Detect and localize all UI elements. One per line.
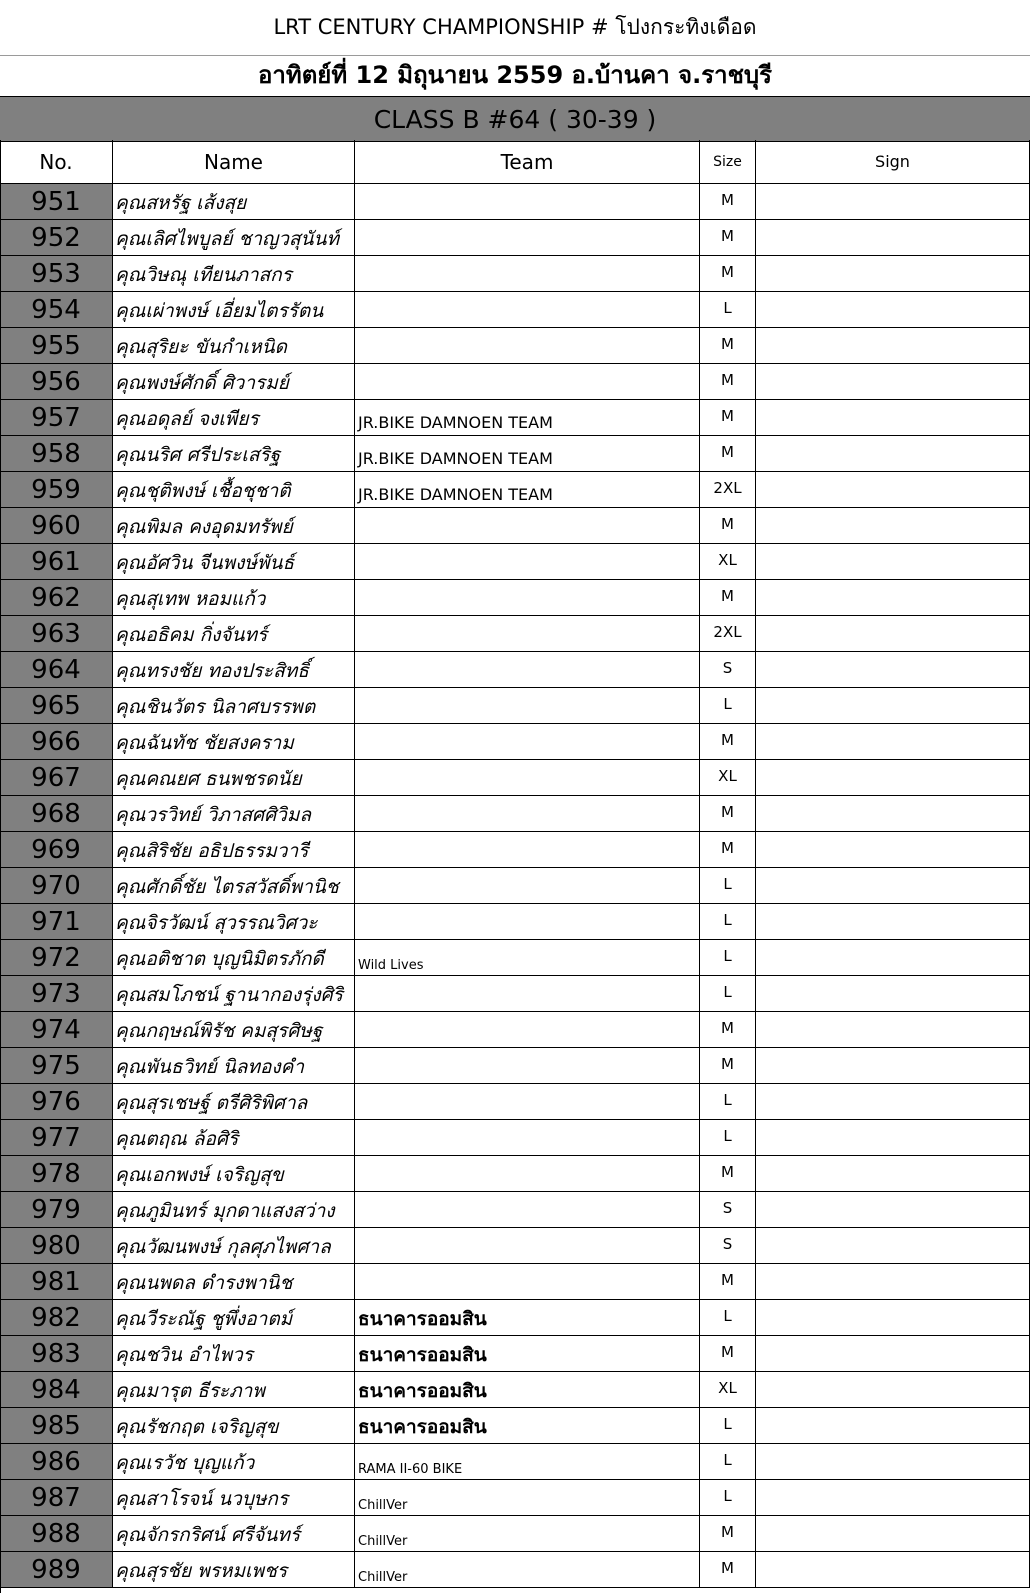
shirt-size: L [700,1408,756,1444]
signature-cell[interactable] [756,1552,1030,1588]
table-row [0,760,1030,796]
shirt-size: M [700,1012,756,1048]
table-row [0,1336,1030,1372]
shirt-size: M [700,1336,756,1372]
rider-team: ธนาคารออมสิน [355,1336,700,1372]
header-sign: Sign [756,140,1030,184]
table-row [0,328,1030,364]
rider-number: 988 [0,1516,113,1552]
rider-team [355,1228,700,1264]
rider-name: คุณวัฒนพงษ์ กุลศุภไพศาล [113,1228,355,1264]
table-row [0,652,1030,688]
shirt-size: S [700,1228,756,1264]
signature-cell[interactable] [756,1120,1030,1156]
signature-cell[interactable] [756,328,1030,364]
table-row [0,364,1030,400]
signature-cell[interactable] [756,472,1030,508]
signature-cell[interactable] [756,976,1030,1012]
table-row [0,184,1030,220]
rider-number: 982 [0,1300,113,1336]
rider-number: 961 [0,544,113,580]
rider-number: 960 [0,508,113,544]
table-row [0,1372,1030,1408]
rider-team: JR.BIKE DAMNOEN TEAM [355,400,700,436]
rider-team [355,1264,700,1300]
rider-number: 974 [0,1012,113,1048]
rider-name: คุณอธิคม กิ่งจันทร์ [113,616,355,652]
shirt-size: M [700,220,756,256]
shirt-size: M [700,796,756,832]
table-body [0,184,1030,1588]
shirt-size: M [700,364,756,400]
shirt-size: L [700,904,756,940]
rider-name: คุณสุริยะ ขันกำเหนิด [113,328,355,364]
rider-name: คุณพงษ์ศักดิ์ ศิวารมย์ [113,364,355,400]
shirt-size: XL [700,544,756,580]
rider-number: 979 [0,1192,113,1228]
rider-name: คุณนพดล ดำรงพานิช [113,1264,355,1300]
signature-cell[interactable] [756,1228,1030,1264]
signature-cell[interactable] [756,1012,1030,1048]
rider-name: คุณภูมินทร์ มุกดาแสงสว่าง [113,1192,355,1228]
rider-team [355,1120,700,1156]
shirt-size: L [700,940,756,976]
rider-number: 953 [0,256,113,292]
signature-cell[interactable] [756,832,1030,868]
shirt-size: L [700,976,756,1012]
rider-team: Wild Lives [355,940,700,976]
rider-number: 975 [0,1048,113,1084]
rider-number: 976 [0,1084,113,1120]
rider-team: RAMA II-60 BIKE [355,1444,700,1480]
rider-name: คุณพิมล คงอุดมทรัพย์ [113,508,355,544]
signature-cell[interactable] [756,1264,1030,1300]
signature-cell[interactable] [756,544,1030,580]
signature-cell[interactable] [756,652,1030,688]
rider-name: คุณชุติพงษ์ เชื้อชุชาติ [113,472,355,508]
rider-number: 968 [0,796,113,832]
event-date-location: อาทิตย์ที่ 12 มิถุนายน 2559 อ.บ้านคา จ.ราชบุรี [258,61,772,89]
rider-name: คุณเอกพงษ์ เจริญสุข [113,1156,355,1192]
rider-team [355,652,700,688]
rider-team: ChillVer [355,1552,700,1588]
shirt-size: L [700,292,756,328]
rider-team [355,1048,700,1084]
signature-cell[interactable] [756,1336,1030,1372]
table-row [0,1552,1030,1588]
rider-name: คุณมารุต ธีระภาพ [113,1372,355,1408]
shirt-size: L [700,688,756,724]
table-row [0,220,1030,256]
shirt-size: M [700,724,756,760]
rider-number: 986 [0,1444,113,1480]
rider-name: คุณชินวัตร นิลาศบรรพต [113,688,355,724]
shirt-size: M [700,436,756,472]
shirt-size: L [700,1444,756,1480]
rider-name: คุณสุรเชษฐ์ ตรีศิริพิศาล [113,1084,355,1120]
rider-name: คุณตฤณ ล้อศิริ [113,1120,355,1156]
rider-number: 981 [0,1264,113,1300]
rider-number: 966 [0,724,113,760]
rider-name: คุณศักดิ์ชัย ไตรสวัสดิ์พานิช [113,868,355,904]
rider-team: ธนาคารออมสิน [355,1408,700,1444]
rider-team [355,508,700,544]
rider-number: 970 [0,868,113,904]
rider-name: คุณคณยศ ธนพชรดนัย [113,760,355,796]
signature-cell[interactable] [756,1444,1030,1480]
table-left-border [0,140,1,1593]
rider-team [355,1192,700,1228]
rider-number: 972 [0,940,113,976]
shirt-size: M [700,1048,756,1084]
rider-name: คุณอดุลย์ จงเพียร [113,400,355,436]
shirt-size: S [700,1192,756,1228]
table-row [0,868,1030,904]
table-row [0,544,1030,580]
page-title: LRT CENTURY CHAMPIONSHIP # โปงกระทิงเดือด [0,0,1030,56]
rider-team [355,688,700,724]
signature-cell[interactable] [756,796,1030,832]
rider-name: คุณวิษณุ เทียนภาสกร [113,256,355,292]
rider-number: 980 [0,1228,113,1264]
signature-cell[interactable] [756,220,1030,256]
signature-cell[interactable] [756,184,1030,220]
rider-team [355,796,700,832]
signature-cell[interactable] [756,868,1030,904]
rider-team: ธนาคารออมสิน [355,1372,700,1408]
rider-name: คุณสิริชัย อธิปธรรมวารี [113,832,355,868]
rider-number: 983 [0,1336,113,1372]
rider-number: 964 [0,652,113,688]
shirt-size: M [700,328,756,364]
shirt-size: L [700,868,756,904]
rider-number: 958 [0,436,113,472]
shirt-size: M [700,832,756,868]
rider-team: JR.BIKE DAMNOEN TEAM [355,472,700,508]
signature-cell[interactable] [756,616,1030,652]
table-row [0,832,1030,868]
rider-name: คุณพันธวิทย์ นิลทองคำ [113,1048,355,1084]
rider-number: 951 [0,184,113,220]
rider-team [355,1156,700,1192]
rider-team [355,328,700,364]
signature-cell[interactable] [756,940,1030,976]
signature-cell[interactable] [756,256,1030,292]
signature-cell[interactable] [756,1300,1030,1336]
rider-name: คุณจิรวัฒน์ สุวรรณวิศวะ [113,904,355,940]
table-row [0,256,1030,292]
rider-team: ChillVer [355,1480,700,1516]
table-row [0,940,1030,976]
table-row [0,1444,1030,1480]
rider-number: 962 [0,580,113,616]
table-row [0,724,1030,760]
rider-number: 955 [0,328,113,364]
rider-name: คุณวีระณัฐ ชูพึ่งอาตม์ [113,1300,355,1336]
rider-team [355,220,700,256]
rider-name: คุณสาโรจน์ นวบุษกร [113,1480,355,1516]
rider-name: คุณสุเทพ หอมแก้ว [113,580,355,616]
rider-team: JR.BIKE DAMNOEN TEAM [355,436,700,472]
table-row [0,1264,1030,1300]
table-row [0,1516,1030,1552]
rider-name: คุณทรงชัย ทองประสิทธิ์ [113,652,355,688]
rider-team [355,868,700,904]
rider-name: คุณสุรชัย พรหมเพชร [113,1552,355,1588]
table-row [0,1084,1030,1120]
rider-number: 959 [0,472,113,508]
table-row [0,400,1030,436]
rider-team [355,544,700,580]
rider-name: คุณอติชาต บุญนิมิตรภักดี [113,940,355,976]
rider-name: คุณฉันทัช ชัยสงคราม [113,724,355,760]
shirt-size: L [700,1120,756,1156]
table-row [0,1480,1030,1516]
rider-team: ธนาคารออมสิน [355,1300,700,1336]
rider-number: 963 [0,616,113,652]
rider-team [355,832,700,868]
rider-number: 973 [0,976,113,1012]
rider-team [355,1012,700,1048]
rider-name: คุณกฤษณ์พิรัช คมสุรศิษฐ [113,1012,355,1048]
shirt-size: S [700,652,756,688]
table-row [0,1048,1030,1084]
table-row [0,292,1030,328]
rider-number: 984 [0,1372,113,1408]
shirt-size: L [700,1300,756,1336]
signature-cell[interactable] [756,760,1030,796]
signature-cell[interactable] [756,1084,1030,1120]
shirt-size: M [700,256,756,292]
signature-cell[interactable] [756,292,1030,328]
rider-name: คุณสมโภชน์ ฐานากองรุ่งศิริ [113,976,355,1012]
table-row [0,472,1030,508]
rider-name: คุณสหรัฐ เส้งสุย [113,184,355,220]
shirt-size: XL [700,1372,756,1408]
rider-team [355,292,700,328]
rider-number: 954 [0,292,113,328]
signature-cell[interactable] [756,1516,1030,1552]
signature-cell[interactable] [756,688,1030,724]
rider-number: 977 [0,1120,113,1156]
table-row [0,688,1030,724]
signature-cell[interactable] [756,1408,1030,1444]
shirt-size: M [700,580,756,616]
header-size: Size [700,140,756,184]
signature-cell[interactable] [756,400,1030,436]
signature-cell[interactable] [756,1192,1030,1228]
rider-name: คุณเผ่าพงษ์ เอี่ยมไตรรัตน [113,292,355,328]
signature-cell[interactable] [756,724,1030,760]
header-no: No. [0,140,113,184]
rider-team [355,724,700,760]
rider-number: 969 [0,832,113,868]
shirt-size: 2XL [700,616,756,652]
table-row [0,1192,1030,1228]
rider-name: คุณรัชกฤต เจริญสุข [113,1408,355,1444]
rider-number: 971 [0,904,113,940]
shirt-size: M [700,1156,756,1192]
rider-team [355,616,700,652]
signature-cell[interactable] [756,1372,1030,1408]
header-team: Team [355,140,700,184]
signature-cell[interactable] [756,1156,1030,1192]
rider-name: คุณเลิศไพบูลย์ ชาญวสุนันท์ [113,220,355,256]
rider-name: คุณอัศวิน จีนพงษ์พันธ์ [113,544,355,580]
rider-name: คุณนริศ ศรีประเสริฐ [113,436,355,472]
rider-number: 956 [0,364,113,400]
table-header [0,140,1030,184]
rider-number: 985 [0,1408,113,1444]
rider-number: 987 [0,1480,113,1516]
shirt-size: L [700,1480,756,1516]
shirt-size: L [700,1084,756,1120]
rider-number: 989 [0,1552,113,1588]
rider-team: ChillVer [355,1516,700,1552]
header-name: Name [113,140,355,184]
rider-name: คุณเรวัช บุญแก้ว [113,1444,355,1480]
rider-team [355,976,700,1012]
rider-team [355,904,700,940]
rider-team [355,1084,700,1120]
shirt-size: M [700,184,756,220]
shirt-size: XL [700,760,756,796]
table-row [0,796,1030,832]
table-row [0,1228,1030,1264]
shirt-size: M [700,1552,756,1588]
table-row [0,616,1030,652]
rider-number: 967 [0,760,113,796]
rider-number: 978 [0,1156,113,1192]
class-header: CLASS B #64 ( 30-39 ) [0,96,1030,142]
table-row [0,1120,1030,1156]
rider-team [355,184,700,220]
rider-team [355,760,700,796]
rider-name: คุณจักรกริศน์ ศรีจันทร์ [113,1516,355,1552]
signature-cell[interactable] [756,364,1030,400]
shirt-size: M [700,508,756,544]
table-row [0,508,1030,544]
table-row [0,1012,1030,1048]
table-row [0,1408,1030,1444]
table-row [0,1156,1030,1192]
signature-cell[interactable] [756,1048,1030,1084]
rider-number: 957 [0,400,113,436]
rider-team [355,364,700,400]
rider-number: 952 [0,220,113,256]
table-row [0,436,1030,472]
signature-cell[interactable] [756,508,1030,544]
table-row [0,976,1030,1012]
table-row [0,580,1030,616]
shirt-size: 2XL [700,472,756,508]
signature-cell[interactable] [756,1480,1030,1516]
table-row [0,1300,1030,1336]
rider-team [355,256,700,292]
shirt-size: M [700,1516,756,1552]
shirt-size: M [700,1264,756,1300]
table-row [0,904,1030,940]
rider-number: 965 [0,688,113,724]
signature-cell[interactable] [756,436,1030,472]
rider-name: คุณชวิน อำไพวร [113,1336,355,1372]
rider-name: คุณวรวิทย์ วิภาสศศิวิมล [113,796,355,832]
rider-team [355,580,700,616]
shirt-size: M [700,400,756,436]
signature-cell[interactable] [756,580,1030,616]
signature-cell[interactable] [756,904,1030,940]
